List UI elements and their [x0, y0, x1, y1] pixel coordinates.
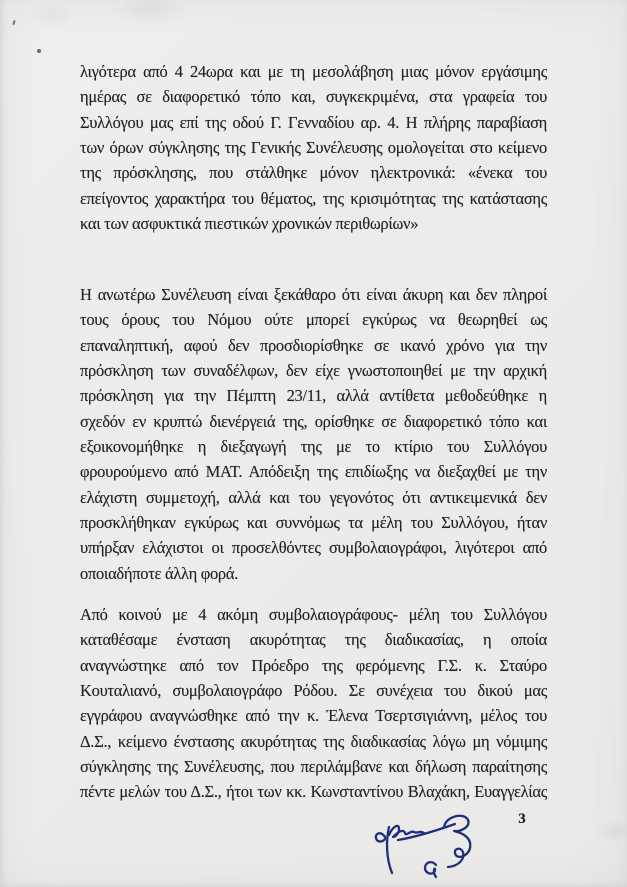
text-line: πρόσκληση των συναδέλφων, δεν είχε γνωστοποιηθεί με την αρχική [80, 360, 547, 380]
text-line: και των ασφυκτικά πιεστικών χρονικών περιθωρίων» [80, 213, 419, 233]
text-line: Κουταλιανό, συμβολαιογράφο Ρόδου. Σε συνέχεια του δικού μας [80, 680, 547, 700]
signature-stroke [444, 816, 470, 867]
text-line: πέντε μελών του Δ.Σ., ήτοι των κκ. Κωνσταντίνου Βλαχάκη, Ευαγγελίας [80, 782, 547, 802]
text-line: ελάχιστη συμμετοχή, αλλά και του γεγονότος ότι αντικειμενικά δεν [80, 487, 547, 507]
text-line: καταθέσαμε ένσταση ακυρότητας της διαδικασίας, η οποία [80, 630, 547, 650]
text-line: τους όρους του Νόμου ούτε μπορεί εγκύρως να θεωρηθεί ως [80, 310, 547, 330]
signature-stroke [398, 824, 455, 840]
text-line: σύγκλησης της Συνέλευσης, που περιλάμβανε και δήλωση παραίτησης [80, 756, 547, 776]
text-line: εγγράφου αναγνώσθηκε από την κ. Έλενα Τσερτσιγιάννη, μέλος του [80, 706, 547, 726]
text-line: Η ανωτέρω Συνέλευση είναι ξεκάθαρο ότι είναι άκυρη και δεν πληροί [80, 285, 547, 304]
text-line: ημέρας σε διαφορετικό τόπο και, συγκεκριμένα, στα γραφεία του [80, 87, 547, 107]
text-line: Δ.Σ., κείμενο ένστασης ακυρότητας της διαδικασίας λόγω μη νόμιμης [80, 731, 547, 751]
paragraph-objection-filing [80, 602, 547, 805]
text-line: Από κοινού με 4 ακόμη συμβολαιογράφους- μέλη του Συλλόγου [80, 605, 547, 624]
text-line: Συλλόγου μας επί της οδού Γ. Γενναδίου αρ. 4. Η πλήρης παραβίαση [80, 112, 547, 132]
text-line: επαναληπτική, αφού δεν προσδιορίσθηκε σε ικανό χρόνο για την [80, 335, 547, 355]
page-number: 3 [518, 811, 526, 827]
scan-artifact-speck [37, 49, 41, 53]
text-line: σχεδόν εν κρυπτώ διενέργειά της, ορίσθηκε σε διαφορετικό τόπο και [80, 411, 547, 431]
signature-stroke [376, 833, 385, 841]
scan-artifact-speck [12, 20, 15, 25]
text-line: φρουρούμενο από ΜΑΤ. Απόδειξη της επιδίωξης να διεξαχθεί με την [80, 462, 547, 482]
scan-smudge [28, 0, 74, 30]
text-line: αναγνώστηκε από τον Πρόεδρο της φερόμενης Γ.Σ. κ. Σταύρο [80, 655, 547, 675]
text-line: πρόσκληση για την Πέμπτη 23/11, αλλά αντίθετα μεθοδεύθηκε η [80, 386, 547, 406]
scan-smudge [595, 818, 627, 844]
text-line: υπήρξαν ελάχιστοι οι προσελθόντες συμβολαιογράφοι, λιγότεροι από [80, 538, 547, 558]
text-line: της πρόσκλησης, που στάλθηκε μόνον ηλεκτρονικά: «ένεκα του [80, 163, 547, 183]
signature-stroke [425, 862, 436, 877]
scan-smudge [110, 0, 190, 26]
text-line: οποιαδήποτε άλλη φορά. [80, 563, 239, 583]
text-line: εξοικονομήθηκε η διεξαγωγή της με το κτίριο του Συλλόγου [80, 436, 547, 456]
paragraph-convocation-violation [80, 59, 547, 236]
text-line: επείγοντος χαρακτήρα του θέματος, της κρισιμότητας της κατάστασης [80, 188, 547, 208]
text-line: λιγότερα από 4 24ωρα και με τη μεσολάβηση μιας μόνον εργάσιμης [80, 62, 547, 81]
paragraph-assembly-invalidity [80, 282, 547, 586]
text-line: των όρων σύγκλησης της Γενικής Συνέλευσης ομολογείται στο κείμενο [80, 137, 547, 157]
handwritten-signature [368, 810, 478, 882]
text-line: προσκλήθηκαν εγκύρως και συννόμως τα μέλη του Συλλόγου, ήταν [80, 512, 547, 532]
